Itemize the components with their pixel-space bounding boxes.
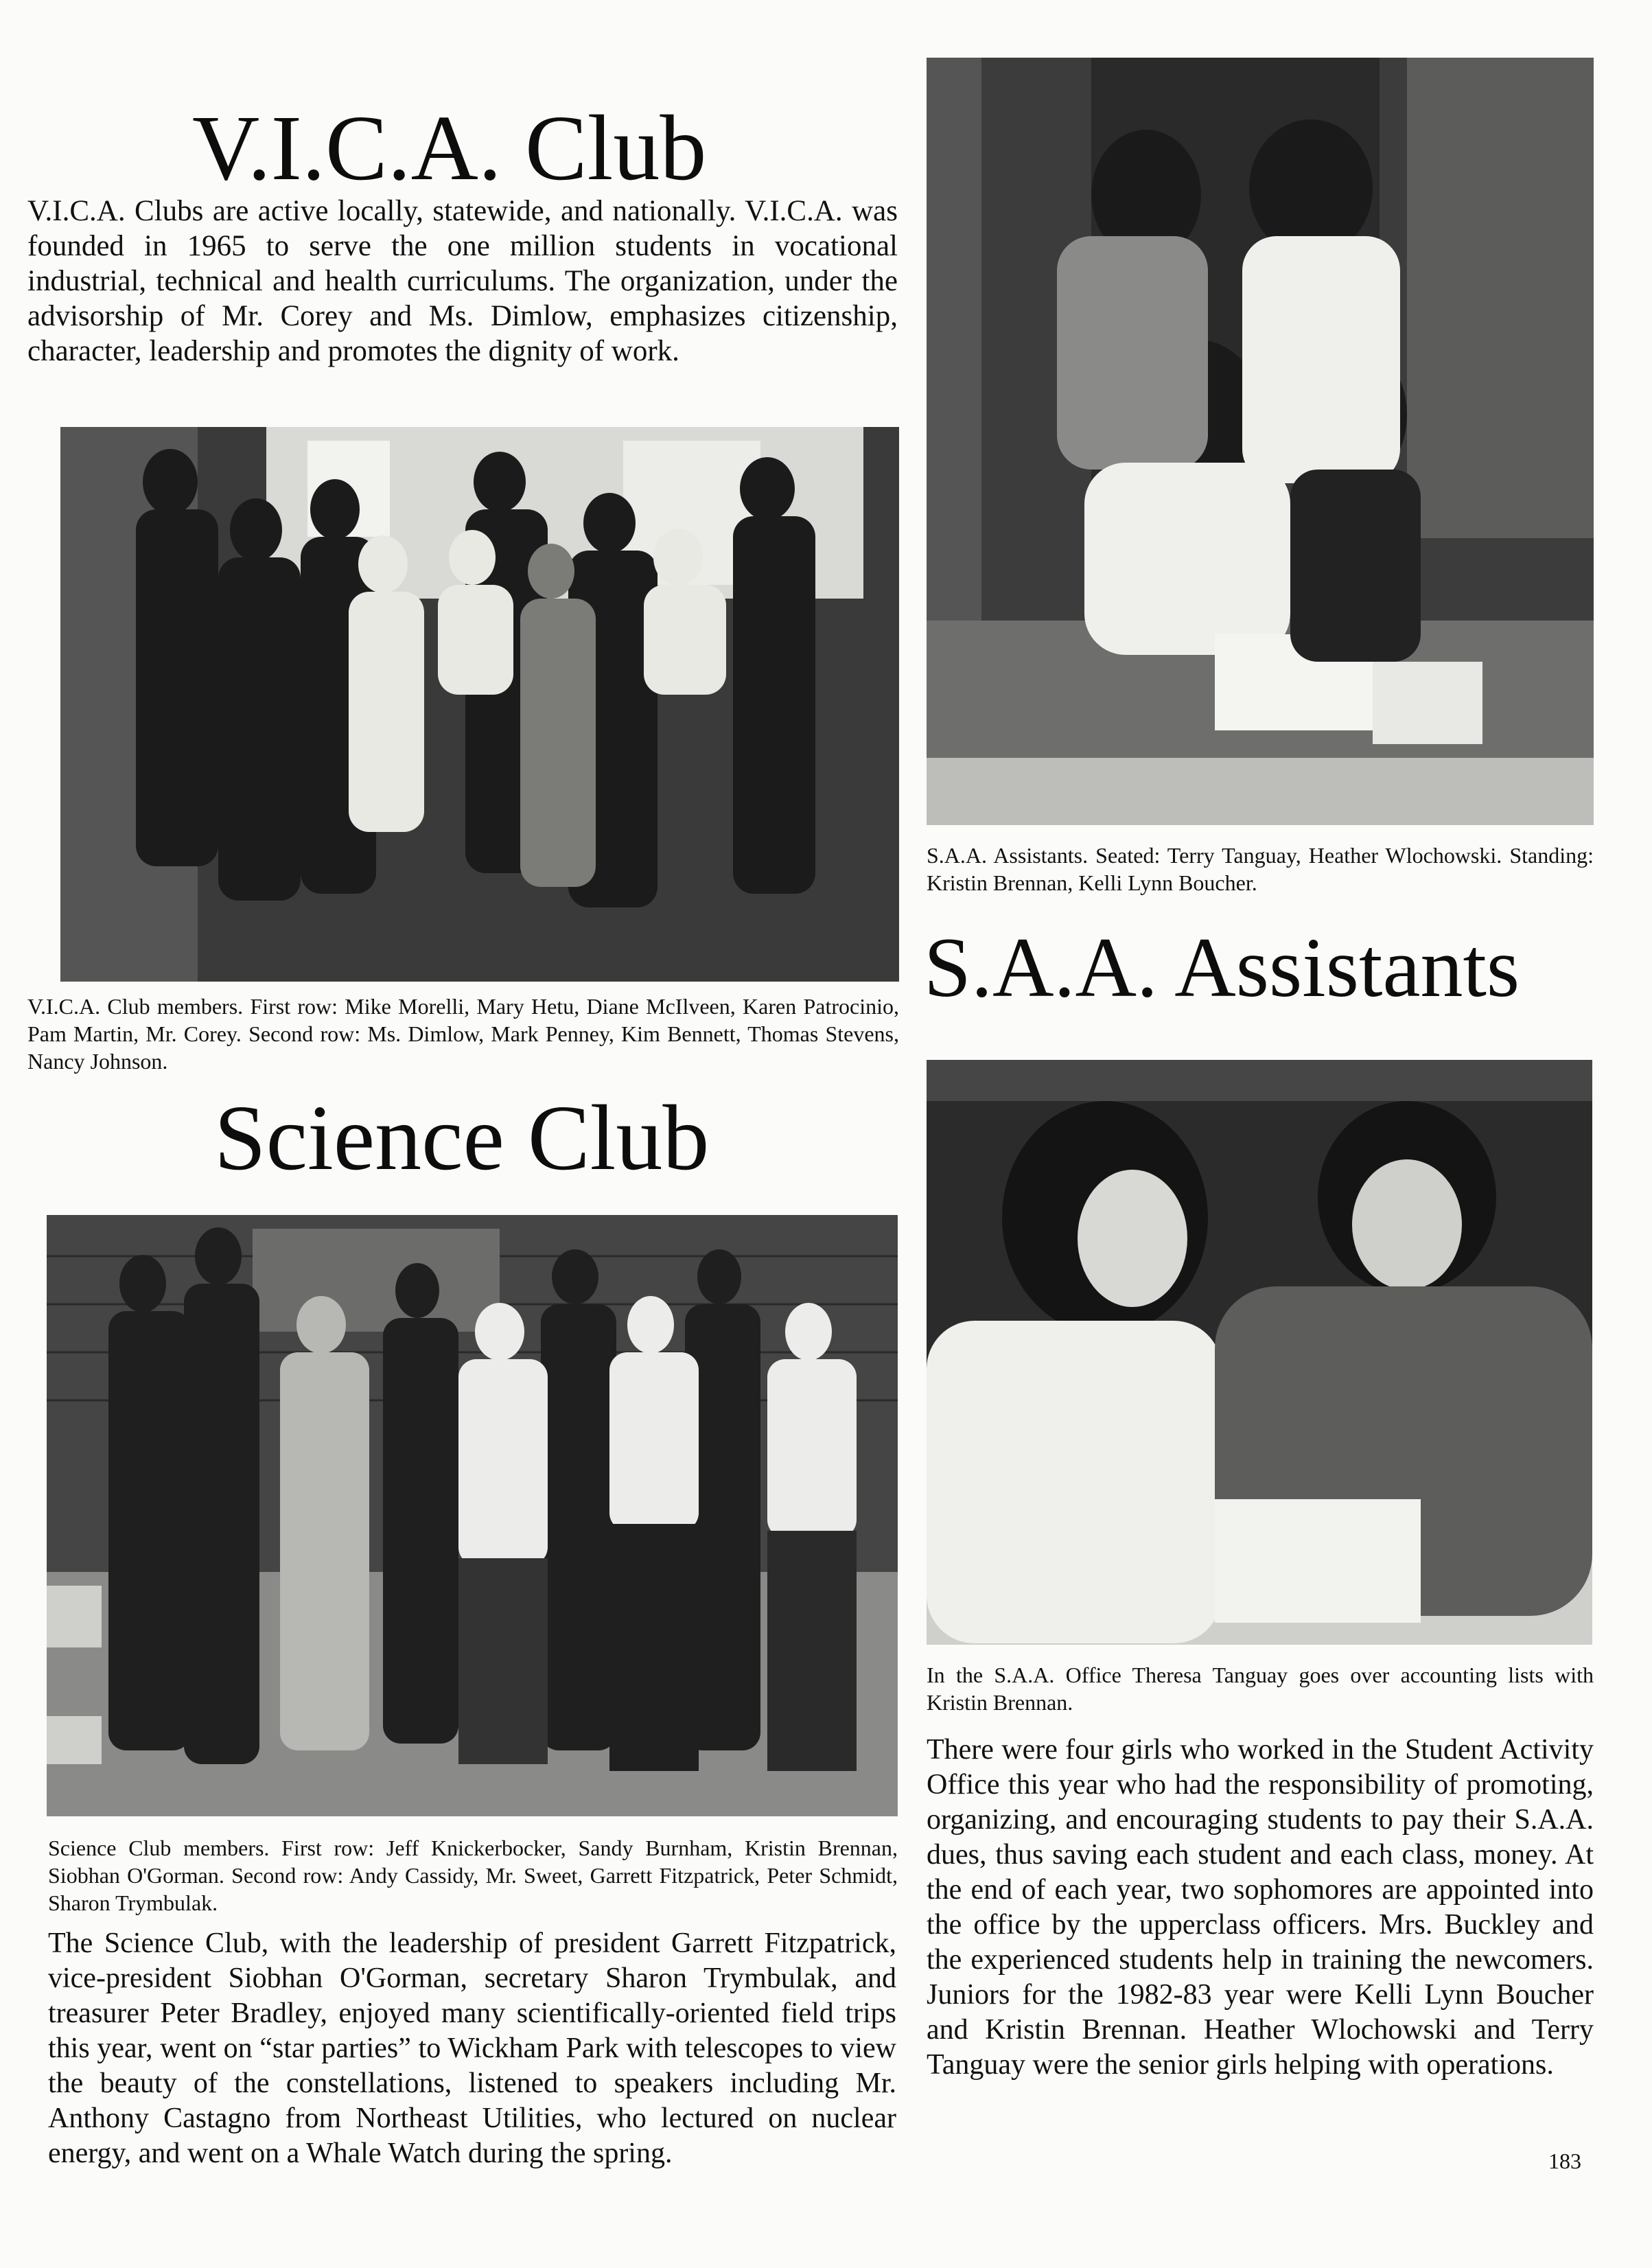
saa-assistants-top-caption: S.A.A. Assistants. Seated: Terry Tanguay, Heather Wlochowski. Standing: Kristin Brennan, Kelli Lynn Boucher. xyxy=(927,843,1594,895)
vica-club-description: V.I.C.A. Clubs are active locally, statewide, and nationally. V.I.C.A. was founded in 1965 to serve the one million students in vocational industrial, technical and health curriculums. The organization, under the advisorship of Mr. Corey and Ms. Dimlow, emphasizes citizenship, character, leadership and promotes the dignity of work. xyxy=(27,195,898,367)
vica-club-caption: V.I.C.A. Club members. First row: Mike Morelli, Mary Hetu, Diane McIlveen, Karen Patrocinio, Pam Martin, Mr. Corey. Second row: Ms. Dimlow, Mark Penney, Kim Bennett, Thomas Stevens, Nancy Johnson. xyxy=(27,994,899,1074)
saa-assistants-photo-top xyxy=(927,58,1594,825)
science-club-caption: Science Club members. First row: Jeff Knickerbocker, Sandy Burnham, Kristin Brennan, Siobhan O'Gorman. Second row: Andy Cassidy, Mr. Sweet, Garrett Fitzpatrick, Peter Schmidt, Sharon Trymbulak. xyxy=(48,1836,898,1915)
saa-assistants-title: S.A.A. Assistants xyxy=(924,921,1520,1015)
vica-club-title: V.I.C.A. Club xyxy=(192,97,707,200)
page-number: 183 xyxy=(1548,2149,1581,2173)
saa-assistants-photo-bottom xyxy=(927,1060,1592,1645)
saa-assistants-description: There were four girls who worked in the Student Activity Office this year who had the responsibility of promoting, organizing, and encouraging students to pay their S.A.A. dues, thus saving each student and each class, money. At the end of each year, two sophomores are appointed into the office by the upperclass officers. Mrs. Buckley and the experienced students help in training the newcomers. Juniors for the 1982-83 year were Kelli Lynn Boucher and Kristin Brennan. Heather Wlochowski and Terry Tanguay were the senior girls helping with operations. xyxy=(927,1734,1594,2081)
vica-club-group-photo xyxy=(60,427,899,982)
science-club-group-photo xyxy=(47,1215,898,1816)
saa-assistants-bottom-caption: In the S.A.A. Office Theresa Tanguay goes over accounting lists with Kristin Brennan. xyxy=(927,1663,1594,1715)
science-club-description: The Science Club, with the leadership of president Garrett Fitzpatrick, vice-president Siobhan O'Gorman, secretary Sharon Trymbulak, and treasurer Peter Bradley, enjoyed many scientifically-oriented field trips this year, went on “star parties” to Wickham Park with telescopes to view the beauty of the constellations, listened to speakers including Mr. Anthony Castagno from Northeast Utilities, who lectured on nuclear energy, and went on a Whale Watch during the spring. xyxy=(48,1928,896,2169)
science-club-title: Science Club xyxy=(214,1087,710,1190)
